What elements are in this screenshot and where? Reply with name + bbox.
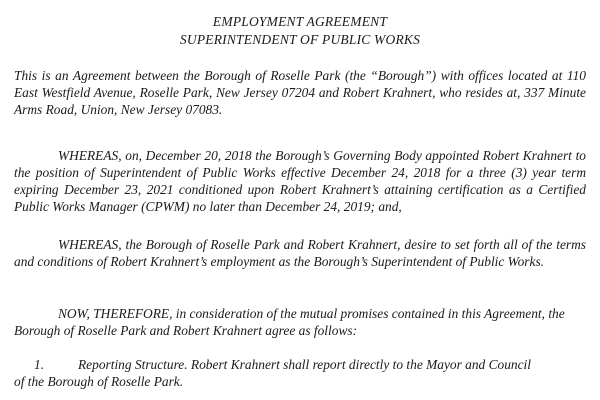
numbered-clause [14, 356, 586, 390]
whereas-paragraph-1: WHEREAS, on, December 20, 2018 the Borough’s Governing Body appointed Robert Krahnert to the position of Superintendent of Public Works effective December 24, 2018 for a three (3) year term expiring December 23, 2021 conditioned upon Robert Krahnert’s attaining certification as a Certified Public Works Manager (CPWM) no later than December 24, 2019; and, [14, 148, 586, 214]
clause-line-2: of the Borough of Roselle Park. [14, 374, 184, 389]
document-subtitle: SUPERINTENDENT OF PUBLIC WORKS [179, 32, 421, 47]
clause-number: 1. [34, 357, 45, 372]
therefore-paragraph: NOW, THEREFORE, in consideration of the mutual promises contained in this Agreement, the Borough of Roselle Park and Robert Krahnert agree as follows: [14, 306, 565, 338]
intro-paragraph: This is an Agreement between the Borough of Roselle Park (the “Borough”) with offices located at 110 East Westfield Avenue, Roselle Park, New Jersey 07204 and Robert Krahnert, who resides at, 337 Minute Arms Road, Union, New Jersey 07083. [14, 68, 586, 117]
whereas-paragraph-2: WHEREAS, the Borough of Roselle Park and Robert Krahnert, desire to set forth all of the terms and conditions of Robert Krahnert’s employment as the Borough’s Superintendent of Public Works. [14, 237, 586, 269]
clause-line-1: Reporting Structure. Robert Krahnert shall report directly to the Mayor and Council [78, 357, 531, 372]
clause-text [14, 356, 586, 390]
document-title: EMPLOYMENT AGREEMENT [212, 14, 388, 29]
